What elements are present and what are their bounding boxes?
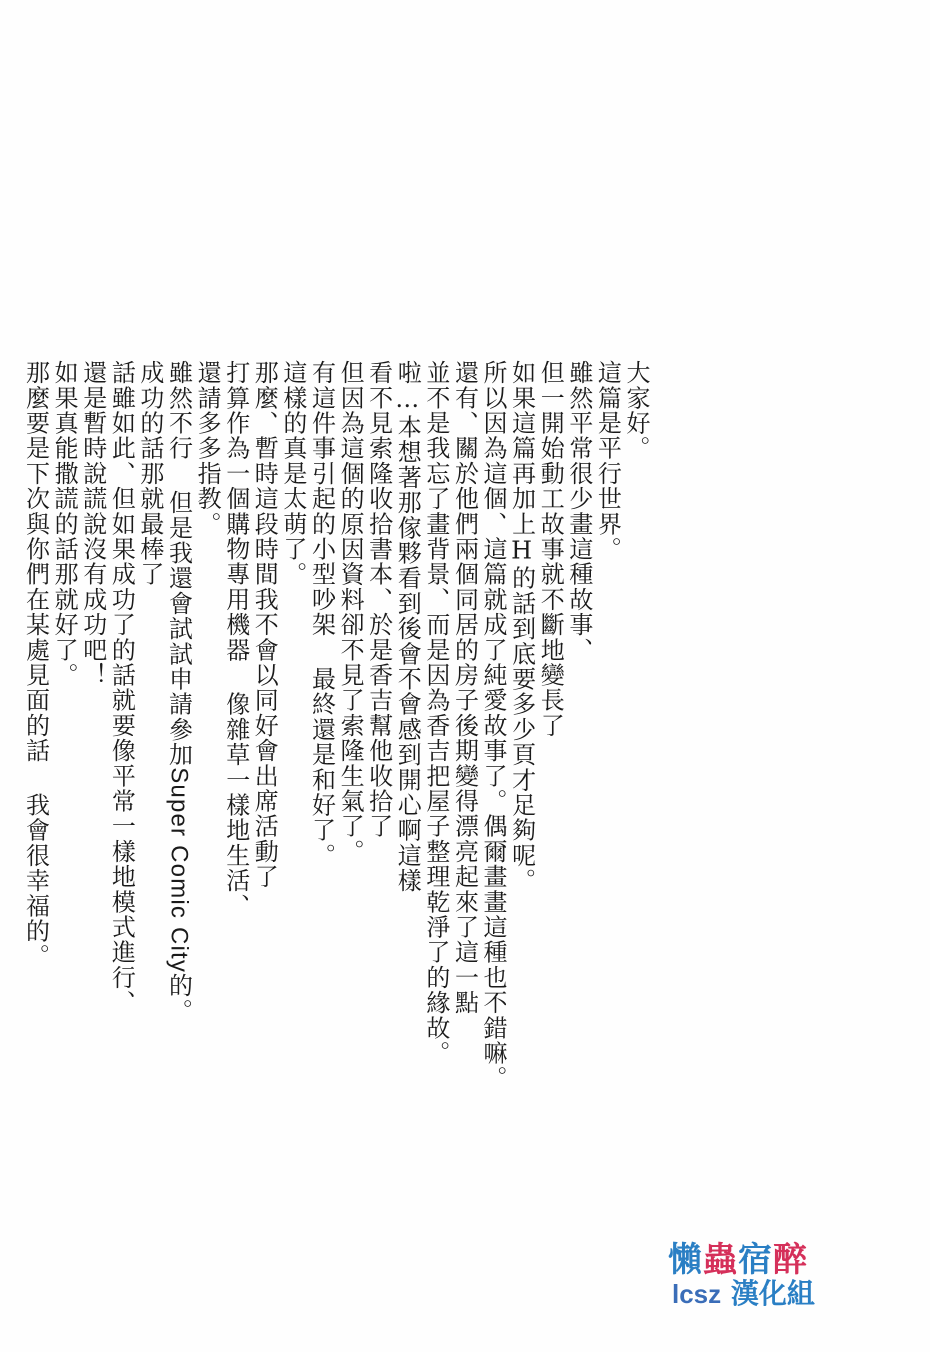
afterword-line: 但因為這個的原因資料卻不見了索隆生氣了。 — [336, 360, 365, 864]
afterword-line: 這樣的真是太萌了。 — [278, 360, 307, 587]
logo-group-label: 漢化組 — [730, 1277, 815, 1310]
afterword-line: 所以因為這個、這篇就成了純愛故事了。偶爾畫畫這種也不錯嘛。 — [479, 360, 508, 1091]
afterword-line-event — [164, 360, 193, 1320]
scanlation-group-logo — [668, 1232, 848, 1312]
afterword-line-start: 雖然不行 但是我還會試試申請參加 — [164, 360, 193, 768]
afterword-line: 看不見索隆收拾書本、於是香吉幫他收拾了 — [364, 360, 393, 839]
afterword-line: 如果這篇再加上H的話到底要多少頁才足夠呢。 — [507, 360, 536, 894]
logo-char: 懶 — [668, 1240, 703, 1280]
logo-char: 蟲 — [703, 1240, 738, 1280]
afterword-line: 還有、關於他們兩個同居的房子後期變得漂亮起來了這一點 — [450, 360, 479, 1016]
afterword-line: 成功的話那就最棒了 — [135, 360, 164, 587]
afterword-line: 那麼要是下次與你們在某處見面的話 我會很幸福的。 — [21, 360, 50, 969]
afterword-line: 打算作為一個購物專用機器 像雜草一樣地生活、 — [221, 360, 250, 919]
afterword-line: 但一開始動工故事就不斷地變長了 — [536, 360, 565, 738]
afterword-line: 那麼、暫時這段時間我不會以同好會出席活動了 — [250, 360, 279, 890]
afterword-line: 啦…本想著那傢夥看到後會不會感到開心啊這樣 — [393, 360, 422, 894]
afterword-line: 有這件事引起的小型吵架 最終還是和好了。 — [307, 360, 336, 868]
logo-char: 宿 — [738, 1240, 773, 1280]
afterword-line: 並不是我忘了畫背景、而是因為香吉把屋子整理乾淨了的緣故。 — [421, 360, 450, 1066]
event-name: Super Comic City — [165, 767, 193, 974]
afterword-line: 還是暫時說謊說沒有成功吧！ — [78, 360, 107, 688]
afterword-line: 雖然平常很少畫這種故事、 — [564, 360, 593, 663]
logo-char: 醉 — [773, 1240, 808, 1280]
afterword-text — [21, 360, 650, 1320]
logo-latin: lcsz — [672, 1279, 722, 1309]
afterword-line: 大家好。 — [622, 360, 650, 461]
group-logo-subtitle — [672, 1272, 815, 1312]
afterword-line: 話雖如此、但如果成功了的話就要像平常一樣地模式進行、 — [107, 360, 136, 1016]
afterword-line: 如果真能撒謊的話那就好了。 — [50, 360, 79, 688]
afterword-line: 還請多多指教。 — [193, 360, 222, 537]
afterword-line: 這篇是平行世界。 — [593, 360, 622, 562]
afterword-line-end: 的。 — [164, 973, 193, 1024]
